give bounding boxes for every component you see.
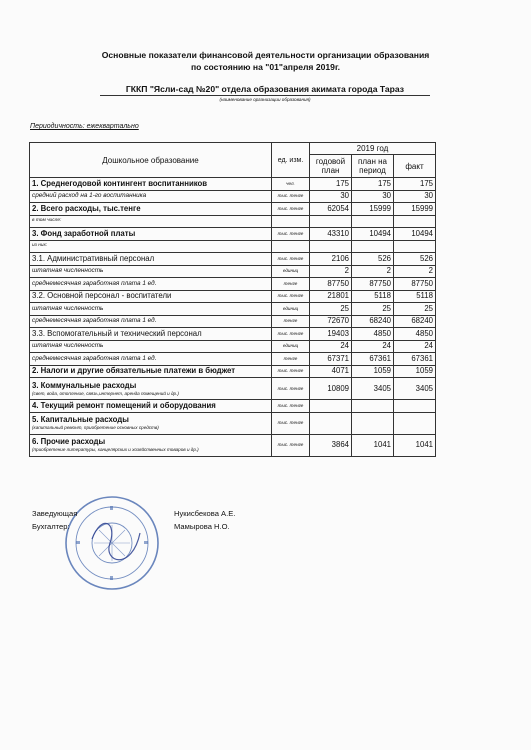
row-unit: тыс. тенге [272,412,310,434]
header-annual-plan: годовой план [310,155,352,178]
row-annual-plan [310,400,352,413]
row-unit: тыс. тенге [272,434,310,456]
header-name: Дошкольное образование [30,143,272,178]
organization-underline [100,95,430,96]
row-annual-plan: 4071 [310,365,352,378]
header-unit: ед. изм. [272,143,310,178]
organization-note: (наименование организации образования) [219,97,311,102]
row-unit [272,215,310,228]
row-annual-plan [310,215,352,228]
row-unit: тыс. тенге [272,365,310,378]
row-label-text: штатная численность [32,304,104,312]
row-fact: 67361 [394,353,436,366]
table-row [30,412,436,434]
row-label-text: из них: [32,243,48,249]
row-period-plan: 67361 [352,353,394,366]
row-label [30,400,272,413]
head-label: Заведующая [32,509,78,518]
row-label-text: средний расход на 1-го воспитанника [32,192,147,200]
row-label [30,353,272,366]
row-annual-plan: 10809 [310,378,352,400]
row-label-text: 3. Фонд заработной платы [32,228,136,238]
row-label-text: среднемесячная заработная плата 1 ед. [32,354,157,362]
row-period-plan: 24 [352,340,394,353]
row-label-text: среднемесячная заработная плата 1 ед. [32,279,157,287]
row-fact: 24 [394,340,436,353]
row-unit: единиц [272,303,310,316]
periodicity: Периодичность: ежеквартально [30,123,139,130]
row-label [30,412,272,434]
row-annual-plan: 21801 [310,290,352,303]
row-label-note: (приобретение литературы, канцелярских и хозяйственных товаров и др.) [32,447,199,452]
table-row [30,378,436,400]
row-label-text: 4. Текущий ремонт помещений и оборудования [32,400,216,410]
row-annual-plan: 2106 [310,253,352,266]
row-label [30,290,272,303]
head-name: Нукисбекова А.Е. [174,509,236,518]
table-row [30,290,436,303]
table-row [30,328,436,341]
row-period-plan: 68240 [352,315,394,328]
row-fact: 1041 [394,434,436,456]
row-label [30,434,272,456]
row-annual-plan: 175 [310,178,352,191]
row-unit: тенге [272,353,310,366]
row-label [30,378,272,400]
row-label [30,365,272,378]
row-fact: 10494 [394,228,436,241]
row-unit: единиц [272,340,310,353]
row-unit: чел. [272,178,310,191]
table-row [30,353,436,366]
row-unit: тенге [272,278,310,291]
row-fact [394,412,436,434]
table-row [30,400,436,413]
table-row [30,265,436,278]
row-label [30,240,272,253]
table-row [30,190,436,203]
row-fact: 68240 [394,315,436,328]
row-period-plan: 30 [352,190,394,203]
row-unit: единиц [272,265,310,278]
header-year: 2019 год [310,143,436,155]
row-annual-plan: 25 [310,303,352,316]
row-unit: тыс. тенге [272,253,310,266]
row-annual-plan: 72670 [310,315,352,328]
row-period-plan: 4850 [352,328,394,341]
row-label [30,203,272,216]
row-unit: тыс. тенге [272,328,310,341]
row-annual-plan: 2 [310,265,352,278]
row-label-note: (свет, вода, отопление, связь,интернет, аренда помещений и др.) [32,390,179,396]
row-period-plan: 2 [352,265,394,278]
row-period-plan [352,400,394,413]
row-label [30,228,272,241]
row-fact: 2 [394,265,436,278]
header-period-plan: план на период [352,155,394,178]
row-unit: тыс. тенге [272,203,310,216]
row-label [30,328,272,341]
row-fact [394,215,436,228]
row-period-plan: 5118 [352,290,394,303]
row-label-text: 3.2. Основной персонал - воспитатели [32,291,172,301]
row-label [30,278,272,291]
accountant-name: Мамырова Н.О. [174,522,230,531]
row-annual-plan: 67371 [310,353,352,366]
row-label-text: 2. Всего расходы, тыс.тенге [32,203,141,213]
row-annual-plan: 3864 [310,434,352,456]
row-label-text: 5. Капитальные расходы [32,415,129,424]
row-label [30,303,272,316]
row-fact [394,240,436,253]
table-row [30,215,436,228]
row-unit [272,240,310,253]
row-label-text: в том числе: [32,218,62,224]
row-annual-plan: 30 [310,190,352,203]
row-annual-plan [310,412,352,434]
row-label [30,253,272,266]
row-unit: тенге [272,315,310,328]
row-unit: тыс. тенге [272,190,310,203]
row-annual-plan: 24 [310,340,352,353]
table-row [30,228,436,241]
row-fact: 87750 [394,278,436,291]
row-annual-plan [310,240,352,253]
table-row [30,315,436,328]
row-period-plan: 526 [352,253,394,266]
table-row [30,365,436,378]
row-label-text: 3.1. Административный персонал [32,253,155,263]
table-row [30,278,436,291]
row-label [30,340,272,353]
row-fact: 15999 [394,203,436,216]
row-period-plan: 87750 [352,278,394,291]
row-fact [394,400,436,413]
row-label-text: штатная численность [32,267,104,275]
row-period-plan [352,215,394,228]
row-fact: 175 [394,178,436,191]
header-fact: факт [394,155,436,178]
table-row [30,178,436,191]
report-date: по состоянию на "01"апреля 2019г. [190,62,341,72]
row-period-plan [352,412,394,434]
official-seal [62,493,162,593]
row-period-plan: 175 [352,178,394,191]
row-label [30,215,272,228]
row-label-text: 1. Среднегодовой контингент воспитанников [32,178,208,188]
row-annual-plan: 43310 [310,228,352,241]
row-period-plan: 10494 [352,228,394,241]
table-row [30,203,436,216]
table-row [30,340,436,353]
row-period-plan: 3405 [352,378,394,400]
row-label-note: (капитальный ремонт, приобретение основных средств) [32,425,159,430]
organization-name: ГККП "Ясли-сад №20" отдела образования акимата города Тараз [125,84,405,94]
row-label-text: 3.3. Вспомогательный и технический персонал [32,328,202,338]
row-label-text: 3. Коммунальные расходы [32,380,137,390]
row-annual-plan: 87750 [310,278,352,291]
accountant-label: Бухгалтер: [32,522,70,531]
table-row [30,303,436,316]
row-period-plan: 15999 [352,203,394,216]
row-unit: тыс. тенге [272,290,310,303]
row-unit: тыс. тенге [272,400,310,413]
row-annual-plan: 62054 [310,203,352,216]
row-label-text: 6. Прочие расходы [32,437,106,446]
financial-table [29,142,436,457]
row-fact: 25 [394,303,436,316]
row-period-plan: 1059 [352,365,394,378]
row-fact: 1059 [394,365,436,378]
row-fact: 3405 [394,378,436,400]
row-period-plan: 1041 [352,434,394,456]
row-period-plan [352,240,394,253]
row-label [30,315,272,328]
row-fact: 4850 [394,328,436,341]
row-fact: 5118 [394,290,436,303]
row-label [30,178,272,191]
row-unit: тыс. тенге [272,228,310,241]
report-title: Основные показатели финансовой деятельности организации образования [101,50,430,60]
row-fact: 526 [394,253,436,266]
table-row [30,434,436,456]
row-label-text: среднемесячная заработная плата 1 ед. [32,317,157,325]
row-annual-plan: 19403 [310,328,352,341]
row-period-plan: 25 [352,303,394,316]
row-label-text: 2. Налоги и другие обязательные платежи в бюджет [32,366,236,376]
row-label [30,190,272,203]
table-row [30,253,436,266]
row-label-text: штатная численность [32,342,104,350]
row-fact: 30 [394,190,436,203]
table-row [30,240,436,253]
row-unit: тыс. тенге [272,378,310,400]
row-label [30,265,272,278]
